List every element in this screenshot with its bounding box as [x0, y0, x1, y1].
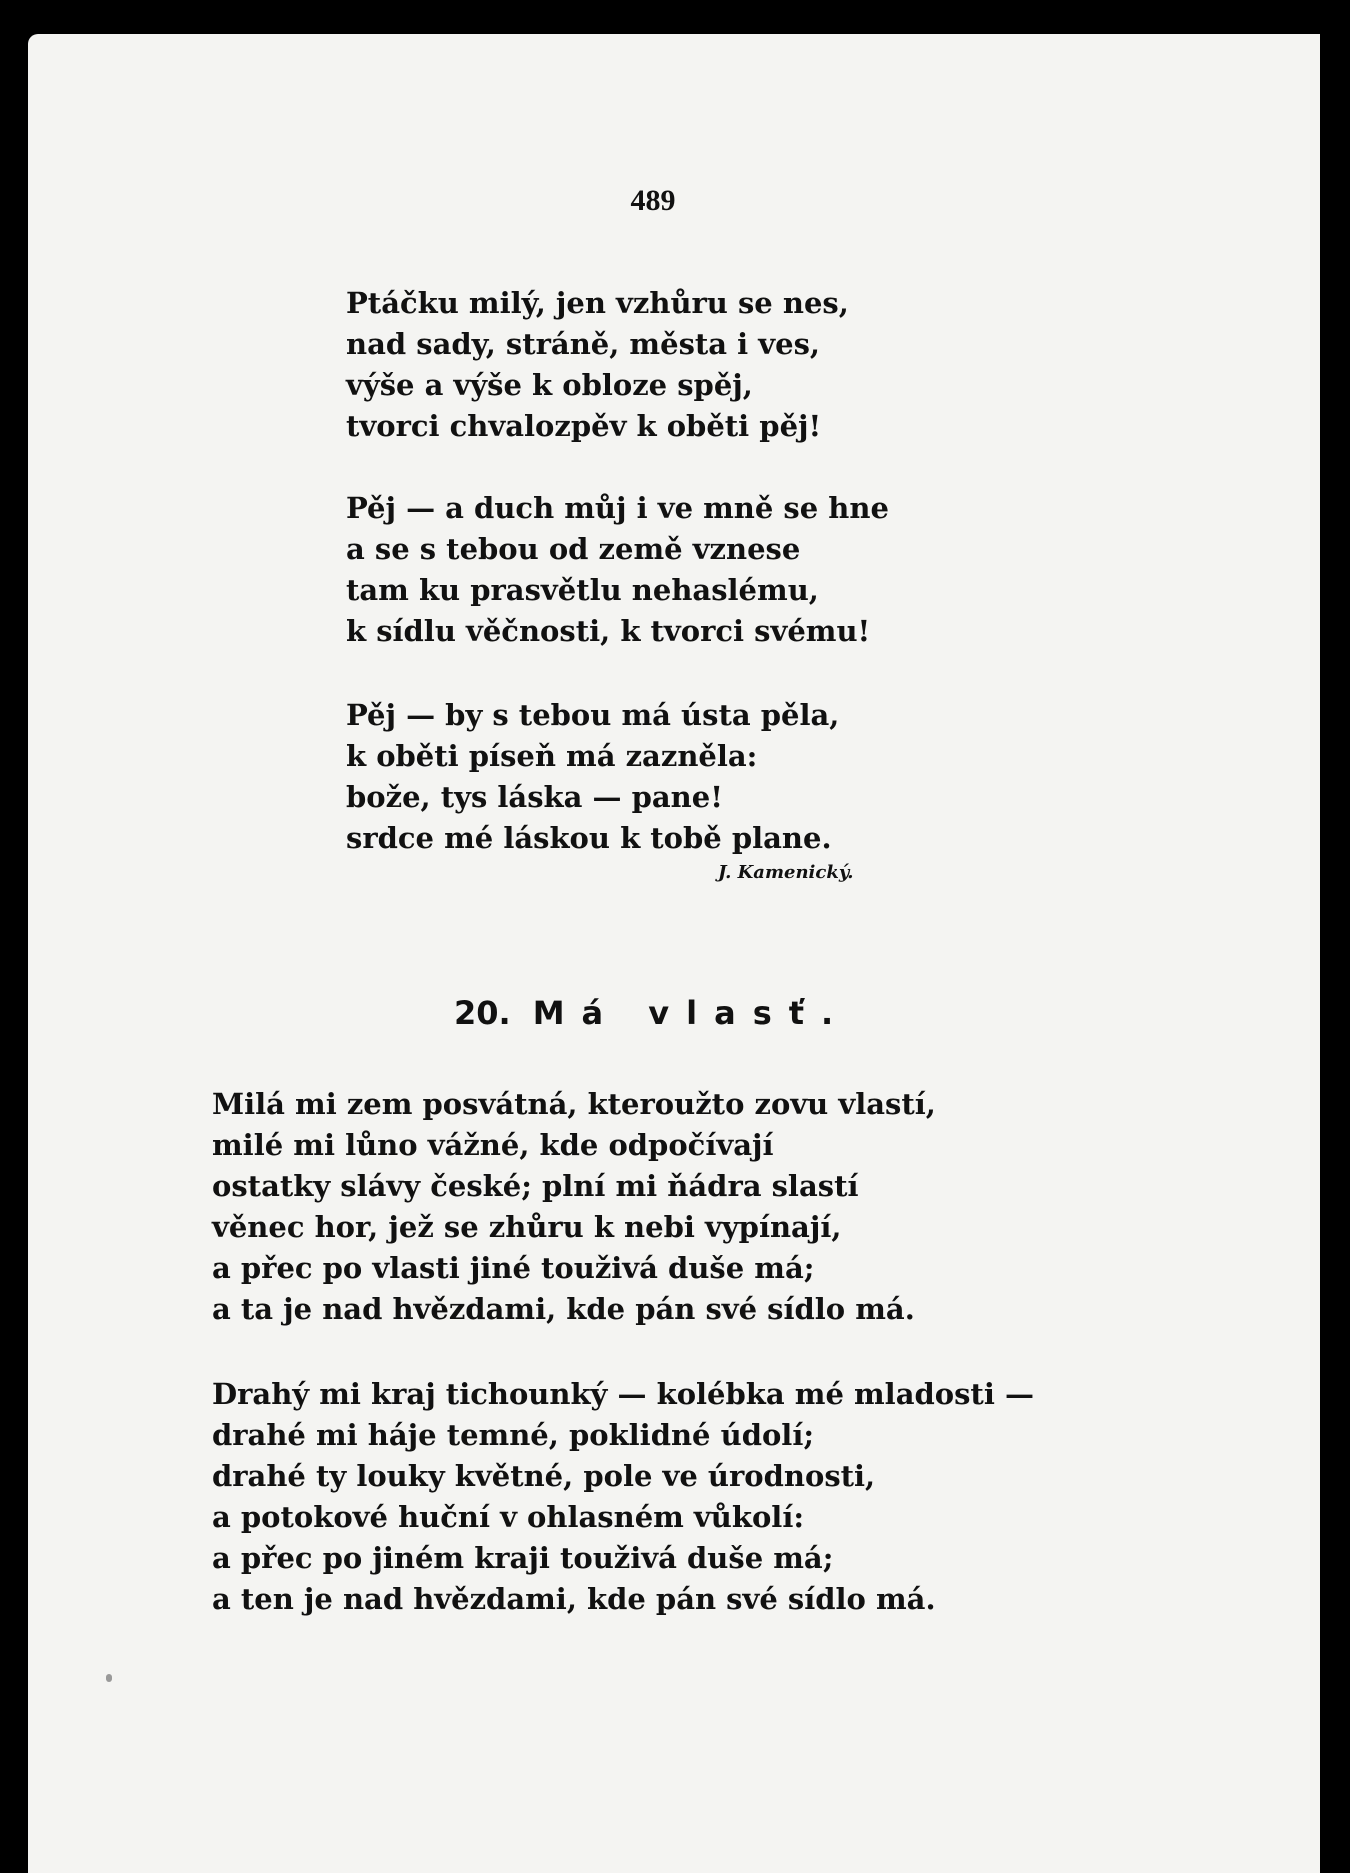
- poem-line: věnec hor, jež se zhůru k nebi vypínají,: [212, 1210, 842, 1244]
- book-page: [28, 34, 1320, 1873]
- section-number: 20.: [454, 994, 511, 1032]
- poem-line: drahé ty louky květné, pole ve úrodnosti,: [212, 1459, 876, 1493]
- section-heading: [454, 994, 850, 1032]
- poem-line: a přec po vlasti jiné touživá duše má;: [212, 1251, 815, 1285]
- poem1-stanza-3: [346, 695, 839, 859]
- page-number: 489: [630, 184, 676, 217]
- poem-line: a potokové huční v ohlasném vůkolí:: [212, 1500, 805, 1534]
- paper-speck: [106, 1674, 112, 1682]
- poem-line: nad sady, stráně, města i ves,: [346, 327, 821, 361]
- poem-line: drahé mi háje temné, poklidné údolí;: [212, 1418, 815, 1452]
- poem-line: Drahý mi kraj tichounký — kolébka mé mladosti —: [212, 1377, 1034, 1411]
- poem-line: Pěj — a duch můj i ve mně se hne: [346, 491, 889, 525]
- poem2-stanza-1: [212, 1084, 936, 1330]
- poem-line: Milá mi zem posvátná, kteroužto zovu vlastí,: [212, 1087, 936, 1121]
- poem-line: výše a výše k obloze spěj,: [346, 368, 753, 402]
- poem1-stanza-2: [346, 488, 889, 652]
- poem-line: Ptáčku milý, jen vzhůru se nes,: [346, 286, 849, 320]
- poem-line: bože, tys láska — pane!: [346, 780, 723, 814]
- poem-line: k sídlu věčnosti, k tvorci svému!: [346, 614, 871, 648]
- poem-line: a ten je nad hvězdami, kde pán své sídlo má.: [212, 1582, 936, 1616]
- poem-line: tvorci chvalozpěv k oběti pěj!: [346, 409, 822, 443]
- poem-line: a přec po jiném kraji touživá duše má;: [212, 1541, 834, 1575]
- poem-line: tam ku prasvětlu nehaslému,: [346, 573, 819, 607]
- section-title: Má vlasť.: [532, 994, 851, 1032]
- poem2-stanza-2: [212, 1374, 1034, 1620]
- poem-author: J. Kamenický.: [718, 862, 854, 883]
- poem-line: milé mi lůno vážné, kde odpočívají: [212, 1128, 774, 1162]
- poem-line: srdce mé láskou k tobě plane.: [346, 821, 832, 855]
- poem1-stanza-1: [346, 283, 849, 447]
- poem-line: k oběti píseň má zazněla:: [346, 739, 758, 773]
- poem-line: a se s tebou od země vznese: [346, 532, 801, 566]
- poem-line: Pěj — by s tebou má ústa pěla,: [346, 698, 840, 732]
- poem-line: ostatky slávy české; plní mi ňádra slastí: [212, 1169, 859, 1203]
- poem-line: a ta je nad hvězdami, kde pán své sídlo má.: [212, 1292, 915, 1326]
